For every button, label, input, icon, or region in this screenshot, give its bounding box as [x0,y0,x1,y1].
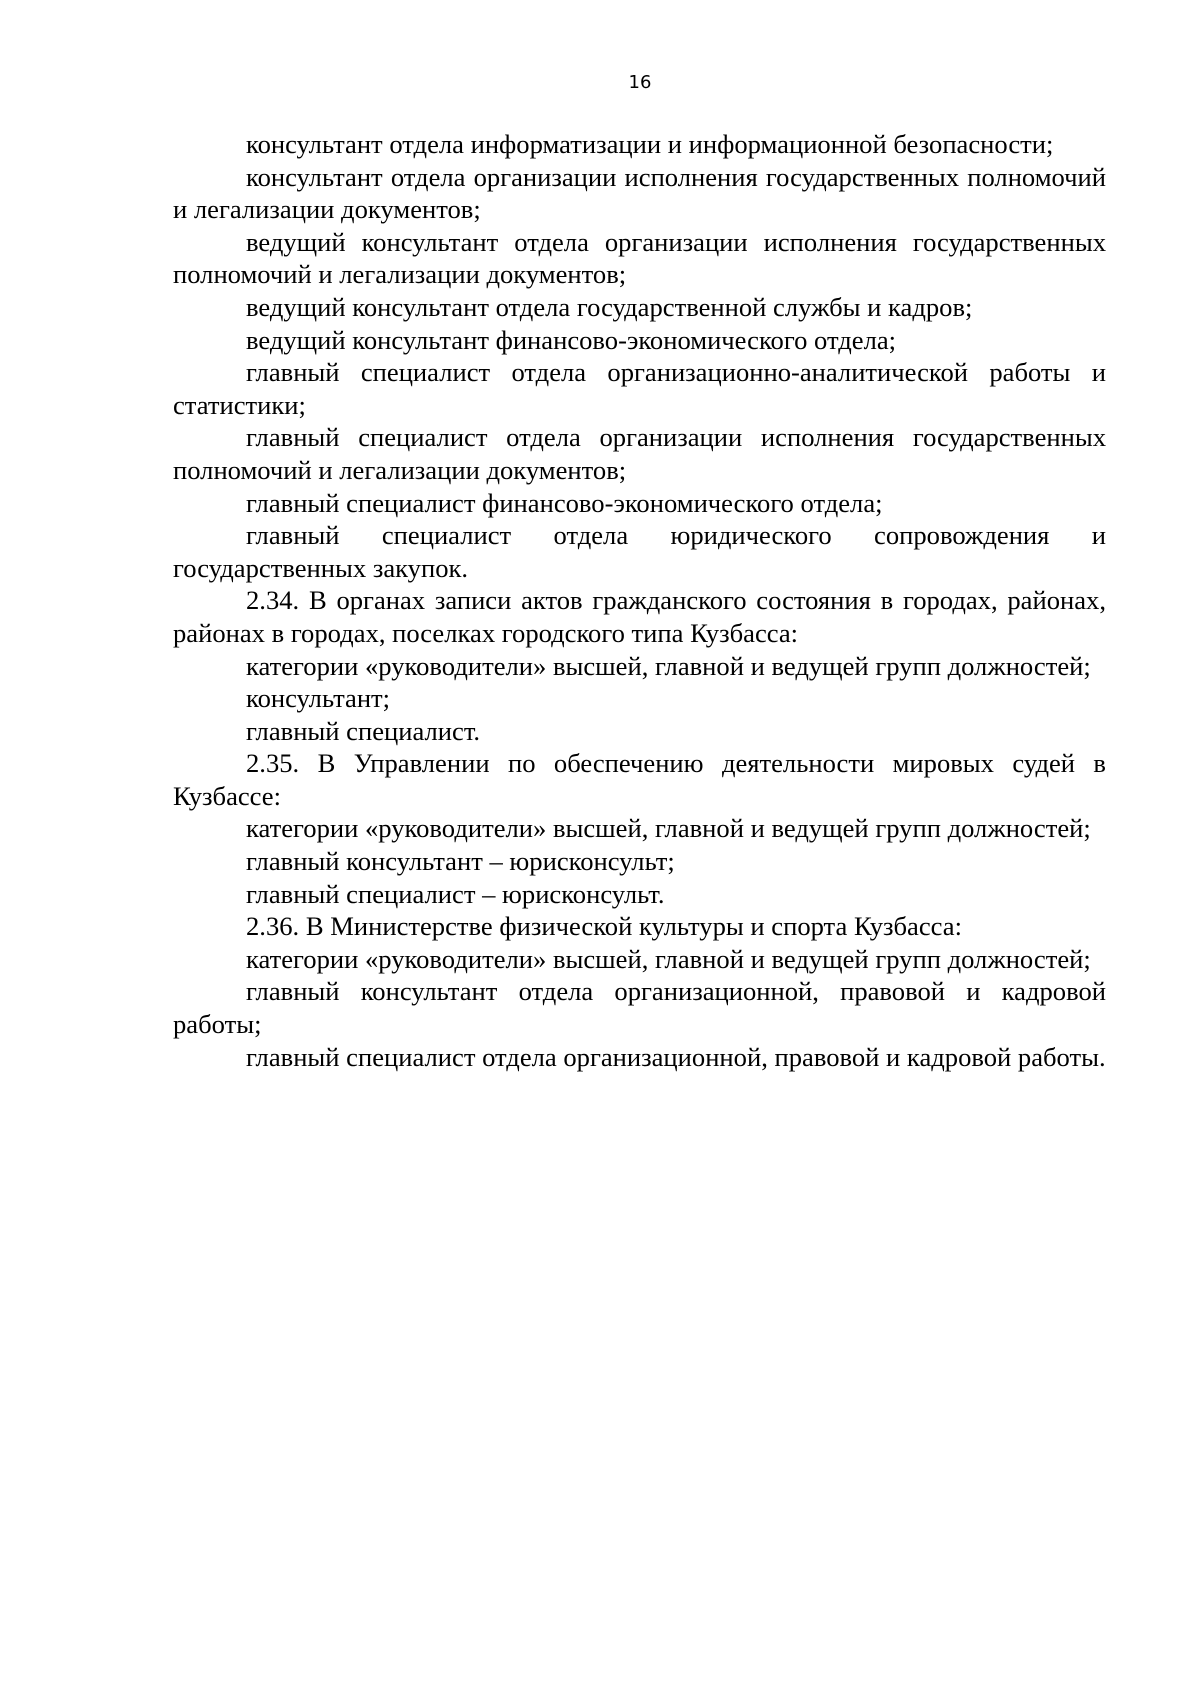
paragraph: консультант отдела организации исполнения государственных полномочий и легализации документов; [173,161,1106,225]
paragraph: категории «руководители» высшей, главной и ведущей групп должностей; [246,650,1091,681]
paragraph: главный специалист отдела организации исполнения государственных полномочий и легализации документов; [173,422,1106,485]
paragraph: главный специалист. [246,715,481,746]
paragraph: консультант; [246,683,391,714]
paragraph: категории «руководители» высшей, главной и ведущей групп должностей; [246,813,1091,844]
paragraph: ведущий консультант финансово-экономического отдела; [246,324,897,355]
paragraph: главный специалист отдела юридического сопровождения и государственных закупок. [173,520,1106,583]
section-heading-2-34: 2.34. В органах записи актов гражданского состояния в городах, районах, районах в городах, поселках городского типа Кузбасса: [173,585,1106,648]
document-body [173,128,1106,1073]
paragraph: главный специалист – юрисконсульт. [246,878,665,909]
paragraph: ведущий консультант отдела государственной службы и кадров; [246,291,973,322]
paragraph: главный специалист отдела организационной, правовой и кадровой работы. [246,1041,1106,1072]
paragraph: ведущий консультант отдела организации исполнения государственных полномочий и легализации документов; [173,226,1106,290]
paragraph: главный специалист отдела организационно-аналитической работы и статистики; [173,357,1106,420]
section-heading-2-35: 2.35. В Управлении по обеспечению деятельности мировых судей в Кузбассе: [173,748,1106,811]
paragraph: консультант отдела информатизации и информационной безопасности; [246,129,1054,159]
paragraph: категории «руководители» высшей, главной и ведущей групп должностей; [246,943,1091,974]
paragraph: главный консультант – юрисконсульт; [246,846,675,877]
section-heading-2-36: 2.36. В Министерстве физической культуры и спорта Кузбасса: [246,911,962,942]
paragraph: главный консультант отдела организационной, правовой и кадровой работы; [173,976,1106,1040]
page-number: 16 [628,72,652,93]
paragraph: главный специалист финансово-экономического отдела; [246,487,883,518]
